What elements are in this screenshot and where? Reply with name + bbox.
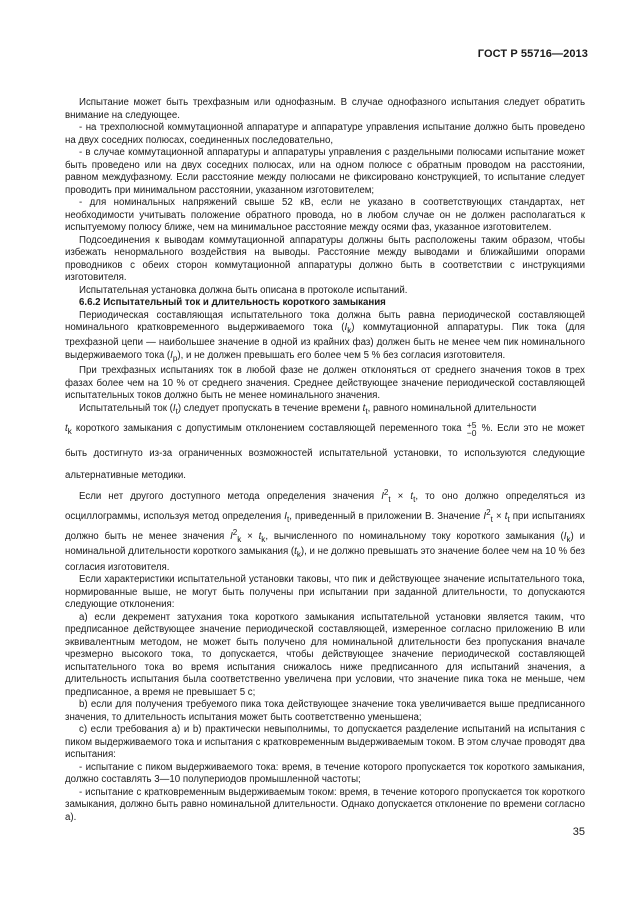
paragraph: Периодическая составляющая испытательного тока должна быть равна периодической составляющей номинального кратковременного выдерживаемого тока $(I_k)$ коммутационной аппаратуры. Пик тока (для трехфазной цепи — наибольшее значение в одной из крайних фаз) должен быть не менее чем пик номинального выдерживаемого тока $(I_p)$, и не должен превышать его более чем 5 % без согласия изготовителя. [65, 309, 585, 363]
paragraph: Испытательная установка должна быть описана в протоколе испытаний. [79, 284, 408, 296]
page-number: 35 [572, 826, 585, 838]
list-item: c) если требования а) и b) практически невыполнимы, то допускается разделение испытаний на испытания с пиком выдерживаемого тока и испытания с кратковременным выдерживаемым током. В этом случае проводят два испытания: [65, 724, 586, 761]
paragraph: Если характеристики испытательной установки таковы, что пик и действующее значение испытательного тока, нормированные выше, не могут быть получены при испытании при заданной длительности, то допускаются следующие отклонения: [65, 574, 585, 611]
list-item: а) если декремент затухания тока короткого замыкания испытательной установки является таким, что предписанное действующее значение периодической составляющей, измеренное согласно приложению В или эквивалентным методом, не может быть получено для номинальной длительности без пропускания вначале чрезмерно высокого тока, то допускается, чтобы действующее значение периодической составляющей испытательного тока во время испытания снижалось ниже предписанного для испытаний значения, а длительность испытания была соответственно увеличена при условии, что значение пика тока не меньше, чем предписанное, а время не превышает 5 с; [65, 611, 585, 698]
paragraph: $t_k$ короткого замыкания с допустимым отклонением составляющей переменного тока +5 −0 %. Если это не может быть достигнуто из-за ограниченных возможностей испытательной установки, то используются следующие альтернативные методики. [65, 419, 585, 482]
paragraph: Испытание может быть трехфазным или однофазным. В случае однофазного испытания следует обратить внимание на следующее. [65, 97, 585, 121]
paragraph: Испытательный ток $(I_t)$ следует пропускать в течение времени $t_t$, равного номинальной длительности [79, 402, 537, 416]
list-item: - испытание с кратковременным выдерживаемым током: время, в течение которого пропускается ток короткого замыкания, должно быть равно номинальной длительности. Однако допускается отклонение по времени согласно а). [65, 786, 585, 823]
list-item: - для номинальных напряжений свыше 52 кВ, если не указано в соответствующих стандартах, нет необходимости учитывать положение обратного провода, но в любом случае он не должен располагаться к испытуемому полюсу ближе, чем на минимальное расстояние между осями фаз, указанное изготовителем. [65, 197, 585, 233]
section-heading: 6.6.2 Испытательный ток и длительность короткого замыкания [79, 297, 386, 308]
document-body [65, 97, 585, 824]
paragraph: Подсоединения к выводам коммутационной аппаратуры должны быть расположены таким образом, чтобы избежать ненормального воздействия на выводы. Расстояние между выводами и ближайшими опорами проводников с обеих сторон коммутационной аппаратуры должно быть в соответствии с инструкциями изготовителя. [65, 234, 585, 283]
document-header: ГОСТ Р 55716—2013 [477, 48, 588, 60]
paragraph: При трехфазных испытаниях ток в любой фазе не должен отклоняться от среднего значения токов в трех фазах более чем на 10 % от среднего значения. Среднее действующее значение периодической составляющей испытательных токов должно быть не менее номинального значения. [65, 365, 585, 402]
list-item: - на трехполюсной коммутационной аппаратуре и аппаратуре управления испытание должно быть проведено на двух соседних полюсах, соединенных последовательно, [65, 122, 585, 146]
list-item: - в случае коммутационной аппаратуры и аппаратуры управления с раздельными полюсами испытание может быть проведено или на двух соседних полюсах, или на одном полюсе с обратным проводом на расстоянии, равном междуфазному. Если расстояние между полюсами не фиксировано конструкцией, то испытание следует проводить при минимальном расстоянии, указанном изготовителем; [65, 147, 585, 196]
list-item: b) если для получения требуемого пика тока действующее значение тока увеличивается выше предписанного значения, то длительность испытания может быть соответственно уменьшена; [65, 699, 585, 723]
list-item: - испытание с пиком выдерживаемого тока: время, в течение которого пропускается ток короткого замыкания, должно составлять 3—10 полупериодов промышленной частоты; [65, 761, 585, 786]
tolerance: +5 −0 [466, 419, 477, 438]
paragraph: Если нет другого доступного метода определения значения $I^2_t \times t_t$, то оно должно определяться из осциллограммы, используя метод определения $I_t$, приведенный в приложении В. Значение $I^2_t \times t_t$ при испытаниях должно быть не менее значения $I^2_k \times t_k$, вычисленного по номинальному току короткого замыкания $(I_k)$ и номинальной длительности короткого замыкания $(t_k)$, и не должно превышать это значение более чем на 10 % без согласия изготовителя. [65, 488, 586, 573]
